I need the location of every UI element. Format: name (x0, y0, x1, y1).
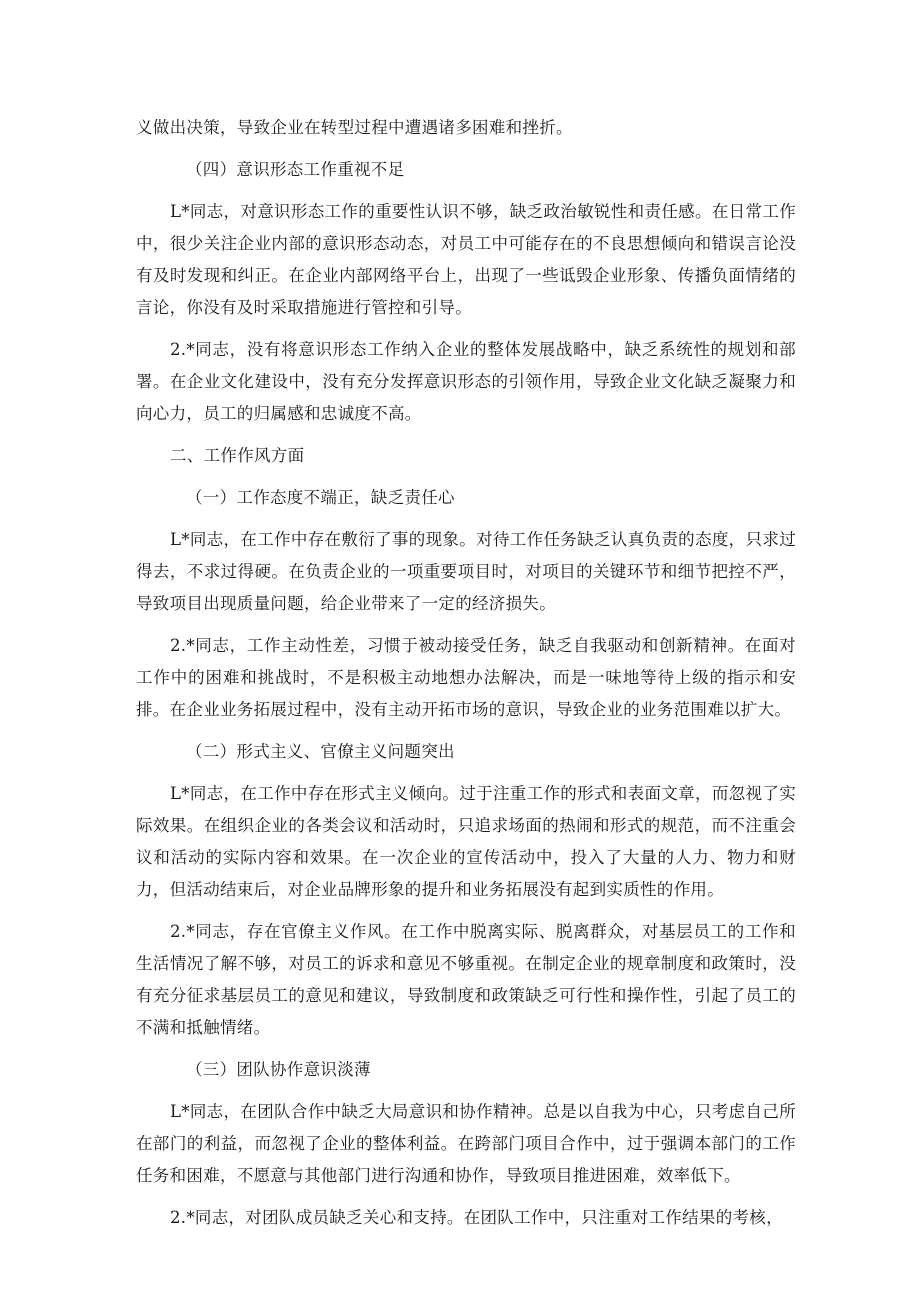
paragraph: L*同志，在团队合作中缺乏大局意识和协作精神。总是以自我为中心，只考虑自己所在部门的利益，而忽视了企业的整体利益。在跨部门项目合作中，过于强调本部门的工作任务和困难，不愿意与其他部门进行沟通和协作，导致项目推进困难，效率低下。 (136, 1102, 796, 1185)
paragraph: 2.*同志，存在官僚主义作风。在工作中脱离实际、脱离群众，对基层员工的工作和生活情况了解不够，对员工的诉求和意见不够重视。在制定企业的规章制度和政策时，没有充分征求基层员工的意见和建议，导致制度和政策缺乏可行性和操作性，引起了员工的不满和抵触情绪。 (136, 922, 796, 1037)
paragraph: L*同志，对意识形态工作的重要性认识不够，缺乏政治敏锐性和责任感。在日常工作中，很少关注企业内部的意识形态动态，对员工中可能存在的不良思想倾向和错误言论没有及时发现和纠正。在企业内部网络平台上，出现了一些诋毁企业形象、传播负面情绪的言论，你没有及时采取措施进行管控和引导。 (136, 202, 796, 317)
subheading-teamwork: （三）团队协作意识淡薄 (186, 1060, 371, 1079)
paragraph: L*同志，在工作中存在形式主义倾向。过于注重工作的形式和表面文章，而忽视了实际效果。在组织企业的各类会议和活动时，只追求场面的热闹和形式的规范，而不注重会议和活动的实际内容和效果。在一次企业的宣传活动中，投入了大量的人力、物力和财力，但活动结束后，对企业品牌形象的提升和业务拓展没有起到实质性的作用。 (136, 784, 796, 899)
subheading-ideology: （四）意识形态工作重视不足 (186, 160, 405, 179)
paragraph: L*同志，在工作中存在敷衍了事的现象。对待工作任务缺乏认真负责的态度，只求过得去，不求过得硬。在负责企业的一项重要项目时，对项目的关键环节和细节把控不严，导致项目出现质量问题，给企业带来了一定的经济损失。 (136, 530, 796, 613)
document-body (136, 112, 796, 1244)
heading-work-style: 二、工作作风方面 (170, 446, 305, 465)
paragraph: 2.*同志，对团队成员缺乏关心和支持。在团队工作中，只注重对工作结果的考核， (170, 1208, 783, 1227)
paragraph-continued: 义做出决策，导致企业在转型过程中遭遇诸多困难和挫折。 (136, 118, 573, 137)
paragraph: 2.*同志，没有将意识形态工作纳入企业的整体发展战略中，缺乏系统性的规划和部署。在企业文化建设中，没有充分发挥意识形态的引领作用，导致企业文化缺乏凝聚力和向心力，员工的归属感和忠诚度不高。 (136, 340, 796, 423)
subheading-formalism: （二）形式主义、官僚主义问题突出 (186, 742, 455, 761)
subheading-attitude: （一）工作态度不端正，缺乏责任心 (186, 488, 455, 507)
paragraph: 2.*同志，工作主动性差，习惯于被动接受任务，缺乏自我驱动和创新精神。在面对工作中的困难和挑战时，不是积极主动地想办法解决，而是一味地等待上级的指示和安排。在企业业务拓展过程中，没有主动开拓市场的意识，导致企业的业务范围难以扩大。 (136, 636, 796, 719)
